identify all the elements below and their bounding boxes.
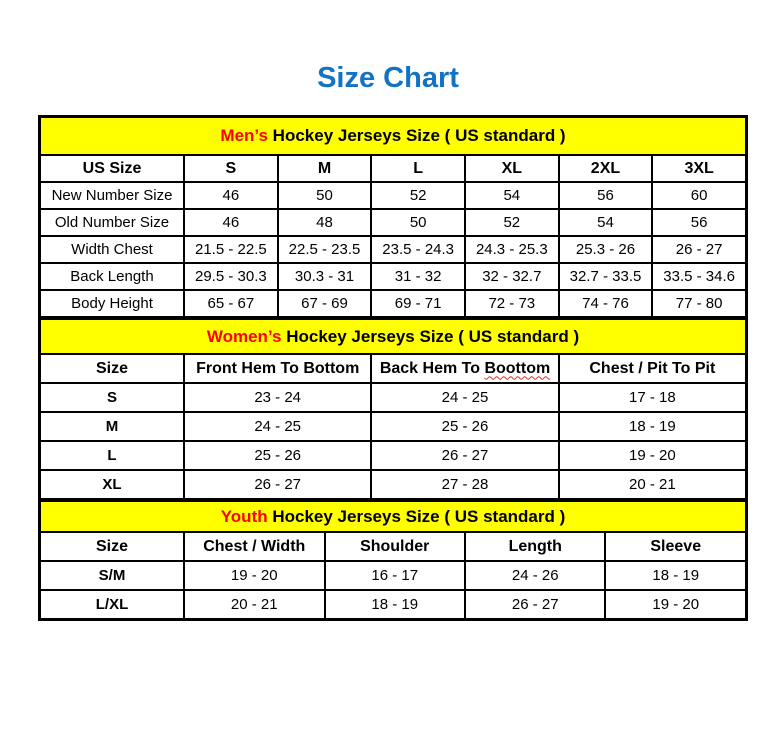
- womens-size-value: 25 - 26: [184, 441, 371, 470]
- mens-size-value: 21.5 - 22.5: [184, 236, 278, 263]
- mens-table-row: [40, 236, 746, 263]
- womens-size-value: 26 - 27: [184, 470, 371, 499]
- mens-size-value: 69 - 71: [371, 290, 465, 317]
- mens-size-value: 56: [652, 209, 746, 236]
- mens-size-value: 32 - 32.7: [465, 263, 559, 290]
- youth-section-title: [40, 501, 746, 532]
- section-title-highlight: Men’s: [220, 126, 268, 145]
- mens-column-header: 2XL: [559, 155, 653, 182]
- womens-table-row: [40, 470, 746, 499]
- youth-table-row: [40, 561, 746, 590]
- womens-section-band: [40, 319, 746, 354]
- mens-column-header: S: [184, 155, 278, 182]
- womens-size-value: 24 - 25: [371, 383, 558, 412]
- youth-size-value: 18 - 19: [325, 590, 465, 619]
- mens-size-value: 52: [371, 182, 465, 209]
- womens-size-table: [39, 318, 747, 500]
- mens-column-header: M: [278, 155, 372, 182]
- womens-size-value: 27 - 28: [371, 470, 558, 499]
- womens-row-label: S: [40, 383, 184, 412]
- womens-column-header: Front Hem To Bottom: [184, 354, 371, 383]
- mens-size-value: 46: [184, 209, 278, 236]
- youth-column-header: Sleeve: [605, 532, 746, 561]
- youth-size-table: [39, 500, 747, 620]
- mens-size-value: 74 - 76: [559, 290, 653, 317]
- mens-size-value: 50: [371, 209, 465, 236]
- mens-table-row: [40, 263, 746, 290]
- misspelled-word-squiggle: Boottom: [484, 359, 551, 377]
- mens-size-value: 30.3 - 31: [278, 263, 372, 290]
- mens-row-label: New Number Size: [40, 182, 184, 209]
- womens-table-row: [40, 383, 746, 412]
- section-title-rest: Hockey Jerseys Size ( US standard ): [281, 326, 580, 346]
- column-header-text: Back Hem To: [379, 359, 485, 377]
- mens-size-value: 50: [278, 182, 372, 209]
- womens-section-title: [40, 319, 746, 354]
- mens-size-value: 77 - 80: [652, 290, 746, 317]
- youth-table-row: [40, 590, 746, 619]
- womens-column-header: [371, 354, 558, 383]
- size-chart: [38, 115, 748, 621]
- mens-column-header: XL: [465, 155, 559, 182]
- womens-table-row: [40, 412, 746, 441]
- youth-size-value: 26 - 27: [465, 590, 605, 619]
- womens-size-value: 17 - 18: [559, 383, 746, 412]
- mens-size-value: 24.3 - 25.3: [465, 236, 559, 263]
- mens-section-title: [40, 117, 746, 155]
- womens-row-label: M: [40, 412, 184, 441]
- mens-column-header-row: [40, 155, 746, 182]
- mens-size-value: 52: [465, 209, 559, 236]
- mens-row-label: Width Chest: [40, 236, 184, 263]
- womens-size-value: 23 - 24: [184, 383, 371, 412]
- womens-column-header: Size: [40, 354, 184, 383]
- womens-size-value: 20 - 21: [559, 470, 746, 499]
- womens-size-value: 25 - 26: [371, 412, 558, 441]
- mens-table-row: [40, 290, 746, 317]
- mens-size-value: 33.5 - 34.6: [652, 263, 746, 290]
- mens-size-table: [39, 116, 747, 318]
- youth-column-header-row: [40, 532, 746, 561]
- mens-size-value: 56: [559, 182, 653, 209]
- mens-row-label: Old Number Size: [40, 209, 184, 236]
- mens-row-label: Back Length: [40, 263, 184, 290]
- mens-size-value: 60: [652, 182, 746, 209]
- mens-size-value: 65 - 67: [184, 290, 278, 317]
- youth-row-label: S/M: [40, 561, 184, 590]
- mens-size-value: 67 - 69: [278, 290, 372, 317]
- youth-size-value: 19 - 20: [605, 590, 746, 619]
- youth-size-value: 24 - 26: [465, 561, 605, 590]
- youth-column-header: Length: [465, 532, 605, 561]
- youth-size-value: 20 - 21: [184, 590, 324, 619]
- mens-size-value: 48: [278, 209, 372, 236]
- mens-size-value: 29.5 - 30.3: [184, 263, 278, 290]
- mens-section-band: [40, 117, 746, 155]
- section-title-rest: Hockey Jerseys Size ( US standard ): [267, 126, 566, 145]
- womens-size-value: 24 - 25: [184, 412, 371, 441]
- mens-size-value: 26 - 27: [652, 236, 746, 263]
- youth-size-value: 18 - 19: [605, 561, 746, 590]
- mens-size-value: 72 - 73: [465, 290, 559, 317]
- mens-column-header: L: [371, 155, 465, 182]
- youth-size-table-container: [39, 500, 747, 620]
- youth-size-value: 19 - 20: [184, 561, 324, 590]
- page-title: Size Chart: [317, 62, 459, 94]
- mens-column-header: 3XL: [652, 155, 746, 182]
- youth-column-header: Size: [40, 532, 184, 561]
- mens-size-value: 32.7 - 33.5: [559, 263, 653, 290]
- mens-size-value: 25.3 - 26: [559, 236, 653, 263]
- mens-size-value: 31 - 32: [371, 263, 465, 290]
- womens-size-table-container: [39, 318, 747, 500]
- youth-row-label: L/XL: [40, 590, 184, 619]
- mens-size-value: 22.5 - 23.5: [278, 236, 372, 263]
- mens-size-value: 46: [184, 182, 278, 209]
- womens-size-value: 18 - 19: [559, 412, 746, 441]
- mens-column-header: US Size: [40, 155, 184, 182]
- mens-row-label: Body Height: [40, 290, 184, 317]
- mens-size-table-container: [39, 116, 747, 318]
- womens-size-value: 26 - 27: [371, 441, 558, 470]
- section-title-rest: Hockey Jerseys Size ( US standard ): [267, 506, 566, 526]
- womens-column-header-row: [40, 354, 746, 383]
- womens-table-row: [40, 441, 746, 470]
- youth-column-header: Chest / Width: [184, 532, 324, 561]
- youth-section-band: [40, 501, 746, 532]
- youth-column-header: Shoulder: [325, 532, 465, 561]
- womens-row-label: L: [40, 441, 184, 470]
- womens-column-header: Chest / Pit To Pit: [559, 354, 746, 383]
- womens-row-label: XL: [40, 470, 184, 499]
- mens-table-row: [40, 209, 746, 236]
- mens-table-row: [40, 182, 746, 209]
- womens-size-value: 19 - 20: [559, 441, 746, 470]
- mens-size-value: 54: [559, 209, 653, 236]
- section-title-highlight: Women’s: [206, 326, 282, 346]
- youth-size-value: 16 - 17: [325, 561, 465, 590]
- mens-size-value: 54: [465, 182, 559, 209]
- section-title-highlight: Youth: [220, 506, 268, 526]
- mens-size-value: 23.5 - 24.3: [371, 236, 465, 263]
